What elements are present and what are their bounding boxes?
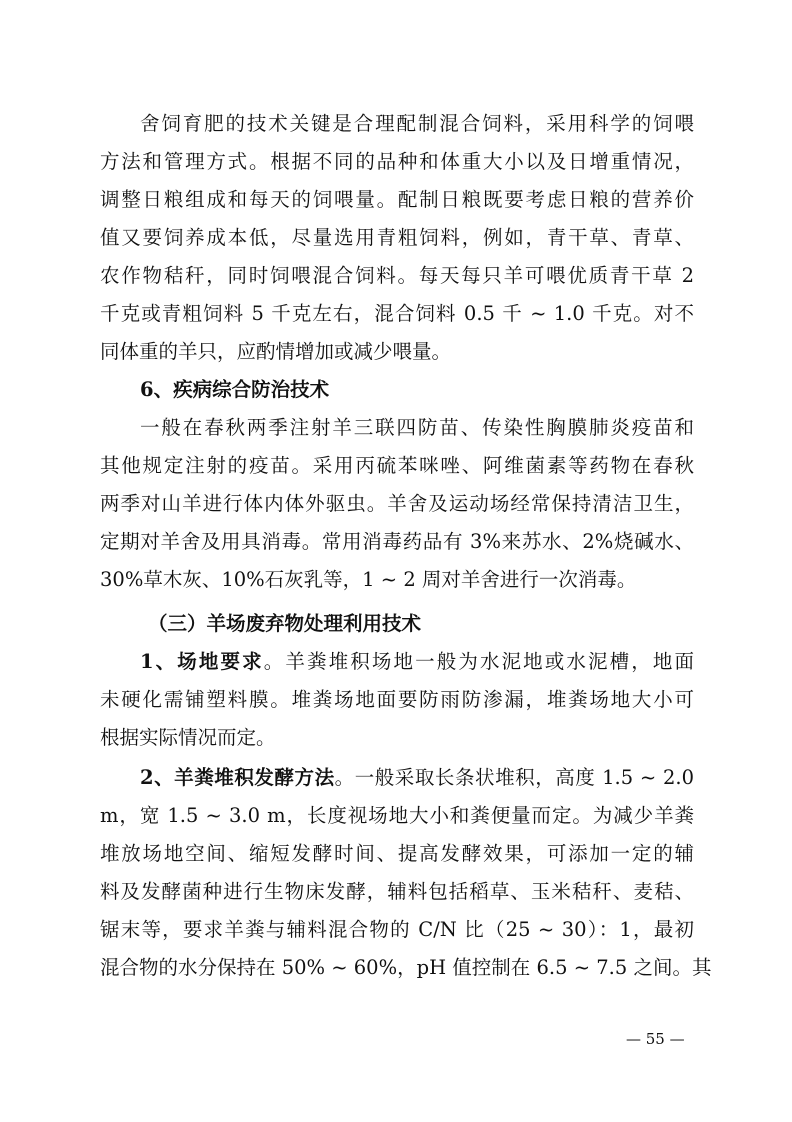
paragraph-line: 定期对羊舍及用具消毒。常用消毒药品有 3%来苏水、2%烧碱水、: [100, 530, 694, 553]
paragraph-line: m，宽 1.5 ~ 3.0 m，长度视场地大小和粪便量而定。为减少羊粪: [100, 804, 694, 827]
paragraph-line: 农作物秸秆，同时饲喂混合饲料。每天每只羊可喂优质青干草 2: [100, 264, 694, 287]
paragraph-line: 30%草木灰、10%石灰乳等，1 ~ 2 周对羊舍进行一次消毒。: [100, 568, 637, 591]
paragraph-text: 。羊粪堆积场地一般为水泥地或水泥槽，地面: [263, 650, 694, 673]
paragraph-lead: 1、场地要求: [140, 650, 264, 673]
paragraph-line: 根据实际情况而定。: [100, 726, 276, 749]
paragraph-line: 值又要饲养成本低，尽量选用青粗饲料，例如，青干草、青草、: [100, 226, 694, 249]
paragraph-line: [140, 764, 694, 792]
paragraph-line: 千克或青粗饲料 5 千克左右，混合饲料 0.5 千 ~ 1.0 千克。对不: [100, 302, 694, 325]
paragraph-line: 混合物的水分保持在 50% ~ 60%，pH 值控制在 6.5 ~ 7.5 之间。其: [100, 956, 712, 979]
paragraph-line: 调整日粮组成和每天的饲喂量。配制日粮既要考虑日粮的营养价: [100, 188, 694, 211]
paragraph-line: 堆放场地空间、缩短发酵时间、提高发酵效果，可添加一定的辅: [100, 842, 694, 865]
paragraph-line: [140, 648, 694, 676]
paragraph-line: 未硬化需铺塑料膜。堆粪场地面要防雨防渗漏，堆粪场地大小可: [100, 688, 694, 711]
section-heading: （三）羊场废弃物处理利用技术: [148, 612, 422, 635]
paragraph-lead: 2、羊粪堆积发酵方法: [140, 766, 335, 789]
paragraph-text: 。一般采取长条状堆积，高度 1.5 ~ 2.0: [334, 766, 694, 789]
paragraph-line: 料及发酵菌种进行生物床发酵，辅料包括稻草、玉米秸秆、麦秸、: [100, 880, 694, 903]
page-number: — 55 —: [626, 1030, 685, 1048]
paragraph-line: 一般在春秋两季注射羊三联四防苗、传染性胸膜肺炎疫苗和: [140, 416, 694, 439]
paragraph-line: 方法和管理方式。根据不同的品种和体重大小以及日增重情况，: [100, 150, 694, 173]
paragraph-line: 其他规定注射的疫苗。采用丙硫苯咪唑、阿维菌素等药物在春秋: [100, 454, 694, 477]
paragraph-line: 同体重的羊只，应酌情增加或减少喂量。: [100, 340, 452, 363]
paragraph-line: 舍饲育肥的技术关键是合理配制混合饲料，采用科学的饲喂: [140, 112, 694, 135]
paragraph-line: 两季对山羊进行体内体外驱虫。羊舍及运动场经常保持清洁卫生，: [100, 492, 694, 515]
section-heading: 6、疾病综合防治技术: [140, 378, 330, 401]
paragraph-line: 锯末等，要求羊粪与辅料混合物的 C/N 比（25 ~ 30）：1，最初: [100, 918, 694, 941]
